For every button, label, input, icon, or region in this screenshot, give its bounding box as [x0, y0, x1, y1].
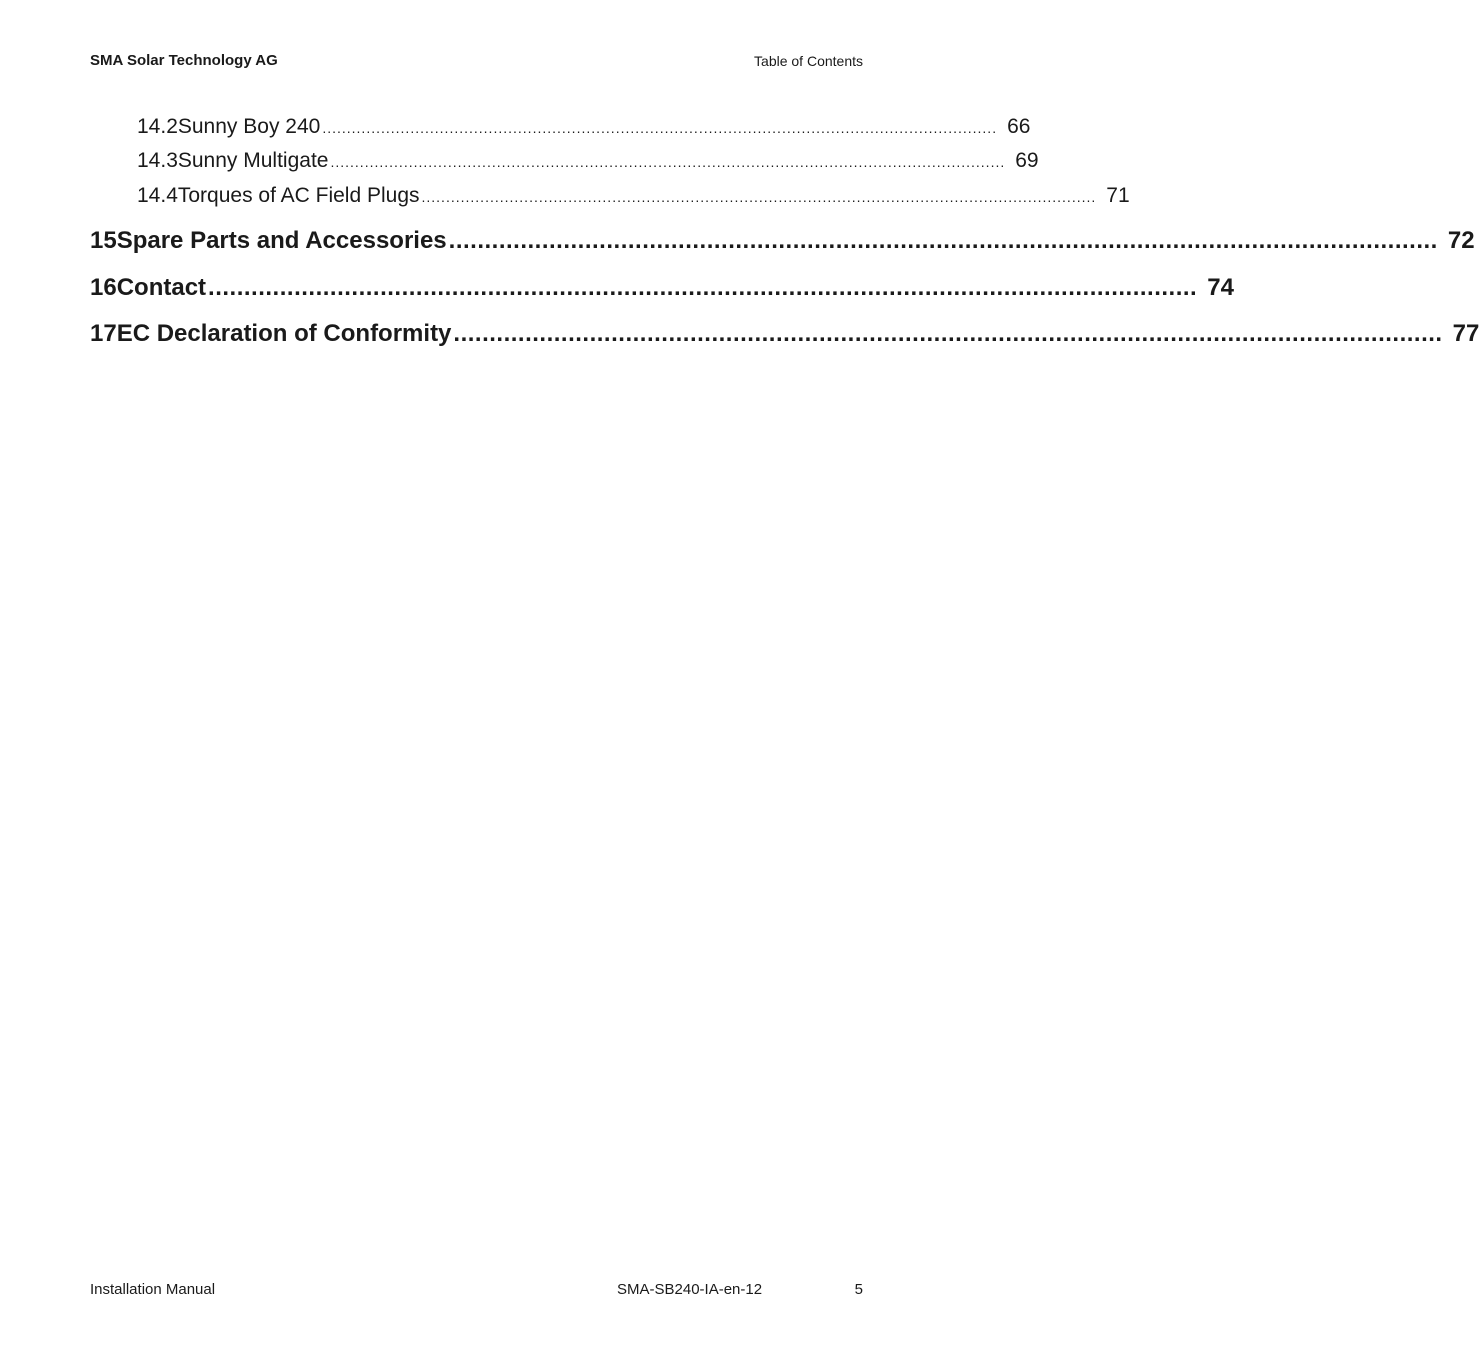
toc-entry-title: Spare Parts and Accessories	[116, 227, 447, 254]
toc-leader-dots: ..........................................................................................................................................	[421, 189, 1097, 205]
toc-entry-page: 77	[1452, 320, 1479, 347]
toc-leader-dots: ..........................................................................................................................................	[330, 154, 1006, 170]
header-company: SMA Solar Technology AG	[90, 52, 278, 69]
toc-entry[interactable]	[90, 320, 1479, 354]
toc-entry-number: 16	[90, 274, 117, 301]
toc-leader-dots: ..........................................................................................................................................	[453, 320, 1443, 347]
toc-entry-number: 15	[90, 227, 117, 254]
toc-entry[interactable]	[90, 149, 1039, 179]
toc-leader-dots: ..........................................................................................................................................	[208, 274, 1198, 301]
toc-entry-page: 69	[1015, 149, 1039, 172]
toc-entry[interactable]	[90, 115, 1031, 145]
header-section-title: Table of Contents	[754, 53, 863, 69]
toc-entry-title: Torques of AC Field Plugs	[177, 184, 420, 207]
toc-entry-number: 14.3	[137, 149, 178, 172]
toc-entry[interactable]	[90, 184, 1130, 214]
toc-entry[interactable]	[90, 227, 1475, 261]
toc-entry-title: Contact	[116, 274, 207, 301]
footer-page-number: 5	[854, 1281, 863, 1298]
footer-document-id: SMA-SB240-IA-en-12	[617, 1281, 763, 1298]
toc-entry[interactable]	[90, 274, 1234, 308]
footer-manual-title: Installation Manual	[90, 1281, 216, 1298]
toc-entry-page: 66	[1007, 115, 1031, 138]
toc-entry-title: Sunny Boy 240	[177, 115, 321, 138]
toc-entry-number: 14.4	[137, 184, 178, 207]
toc-entry-title: Sunny Multigate	[177, 149, 329, 172]
toc-entry-title: EC Declaration of Conformity	[116, 320, 452, 347]
toc-entry-page: 72	[1447, 227, 1475, 254]
toc-entry-page: 74	[1207, 274, 1234, 301]
toc-leader-dots: ..........................................................................................................................................	[448, 227, 1438, 254]
toc-entry-page: 71	[1106, 184, 1130, 207]
toc-entry-number: 17	[90, 320, 117, 347]
toc-leader-dots: ..........................................................................................................................................	[322, 120, 998, 136]
toc-entry-number: 14.2	[137, 115, 178, 138]
